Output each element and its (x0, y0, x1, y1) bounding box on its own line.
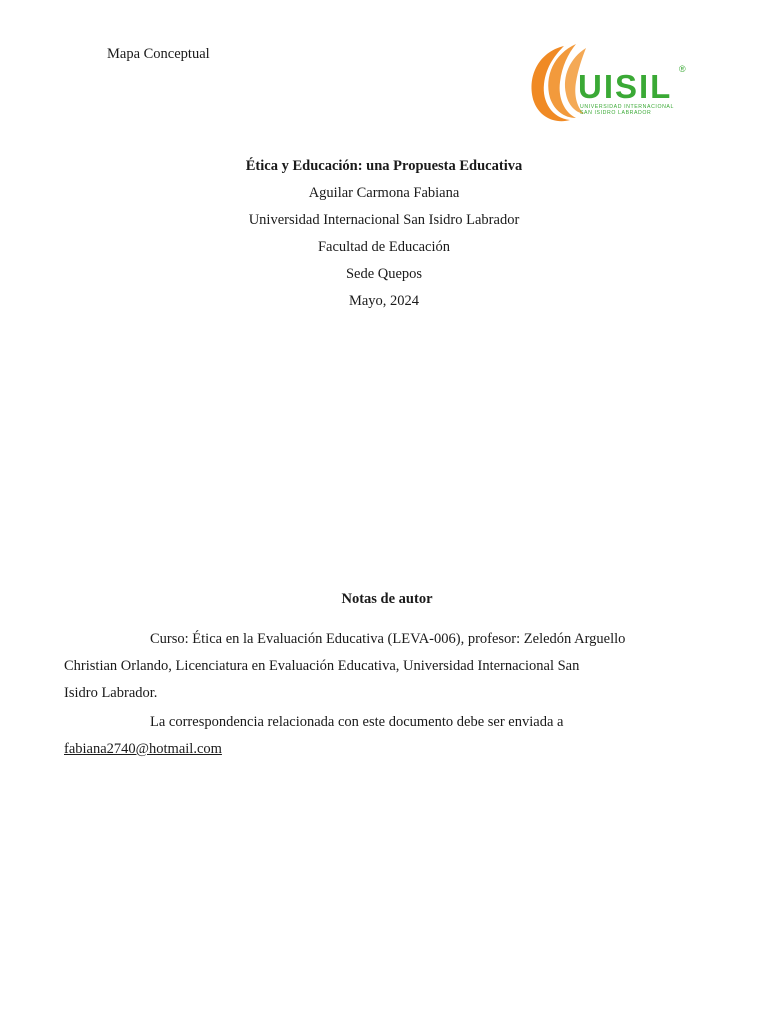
paper-title: Ética y Educación: una Propuesta Educativa (245, 158, 523, 174)
course-paragraph (64, 626, 667, 707)
title-block (0, 157, 768, 319)
running-head: Mapa Conceptual (107, 46, 210, 62)
author-name: Aguilar Carmona Fabiana (308, 185, 460, 201)
date: Mayo, 2024 (348, 293, 420, 309)
course-line-3: Isidro Labrador. (64, 685, 158, 701)
course-line-1: Curso: Ética en la Evaluación Educativa (LEVA-006), profesor: Zeledón Arguello (150, 631, 626, 647)
correspondence-paragraph (64, 709, 667, 763)
uisil-logo-icon (524, 40, 688, 126)
campus: Sede Quepos (345, 266, 423, 282)
svg-text:UNIVERSIDAD INTERNACIONAL: UNIVERSIDAD INTERNACIONAL (580, 104, 674, 110)
svg-text:®: ® (679, 64, 686, 74)
uisil-logo (524, 40, 688, 126)
svg-text:SAN ISIDRO LABRADOR: SAN ISIDRO LABRADOR (580, 110, 652, 116)
institution: Universidad Internacional San Isidro Labrador (248, 212, 520, 228)
logo-text: UISIL (578, 68, 673, 105)
email-line (64, 736, 667, 763)
author-notes (64, 590, 667, 765)
correspondence-line: La correspondencia relacionada con este documento debe ser enviada a (150, 714, 564, 730)
faculty: Facultad de Educación (317, 239, 451, 255)
course-line-2: Christian Orlando, Licenciatura en Evaluación Educativa, Universidad Internacional San (64, 658, 580, 674)
email-link[interactable]: fabiana2740@hotmail.com (64, 741, 222, 757)
author-notes-heading: Notas de autor (341, 591, 433, 607)
